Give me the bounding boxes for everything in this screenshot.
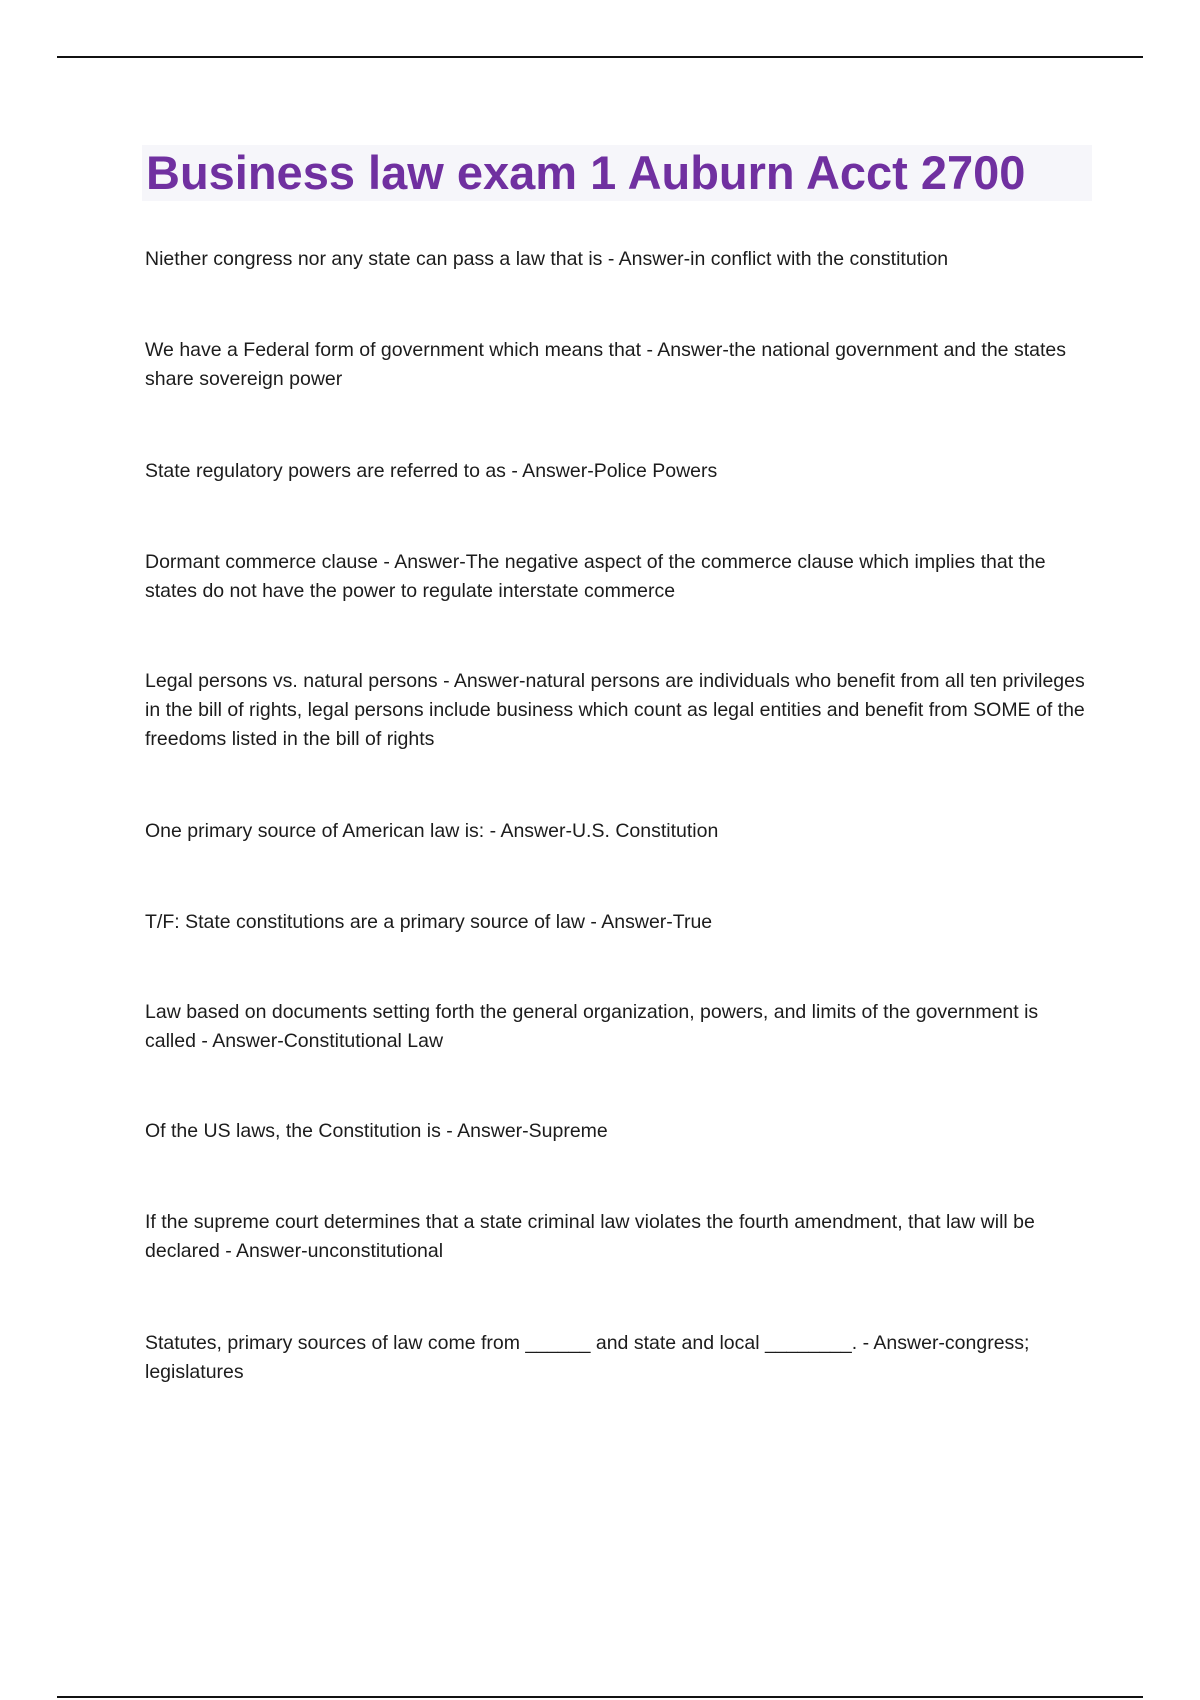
qa-item-4: Dormant commerce clause - Answer-The negative aspect of the commerce clause which implies that the states do not have the power to regulate interstate commerce xyxy=(145,551,1046,602)
qa-item-9: Of the US laws, the Constitution is - Answer-Supreme xyxy=(145,1120,608,1142)
qa-item-6: One primary source of American law is: - Answer-U.S. Constitution xyxy=(145,820,719,842)
qa-item-5: Legal persons vs. natural persons - Answer-natural persons are individuals who benefit from all ten privileges in the bill of rights, legal persons include business which count as legal entities and benefit from SOME of the freedoms listed in the bill of rights xyxy=(145,670,1085,750)
qa-item-7: T/F: State constitutions are a primary source of law - Answer-True xyxy=(145,911,713,933)
bottom-rule xyxy=(57,1696,1143,1698)
top-rule xyxy=(57,56,1143,58)
qa-item-2: We have a Federal form of government which means that - Answer-the national government and the states share sovereign power xyxy=(145,339,1066,390)
qa-item-10: If the supreme court determines that a state criminal law violates the fourth amendment, that law will be declared - Answer-unconstitutional xyxy=(145,1211,1035,1262)
qa-item-11: Statutes, primary sources of law come from ______ and state and local ________. - Answer-congress; legislatures xyxy=(145,1332,1030,1383)
qa-item-3: State regulatory powers are referred to as - Answer-Police Powers xyxy=(145,460,718,482)
qa-item-8: Law based on documents setting forth the general organization, powers, and limits of the government is called - Answer-Constitutional Law xyxy=(145,1001,1039,1052)
qa-item-1: Niether congress nor any state can pass a law that is - Answer-in conflict with the constitution xyxy=(145,248,949,270)
document-title: Business law exam 1 Auburn Acct 2700 xyxy=(146,146,1026,199)
